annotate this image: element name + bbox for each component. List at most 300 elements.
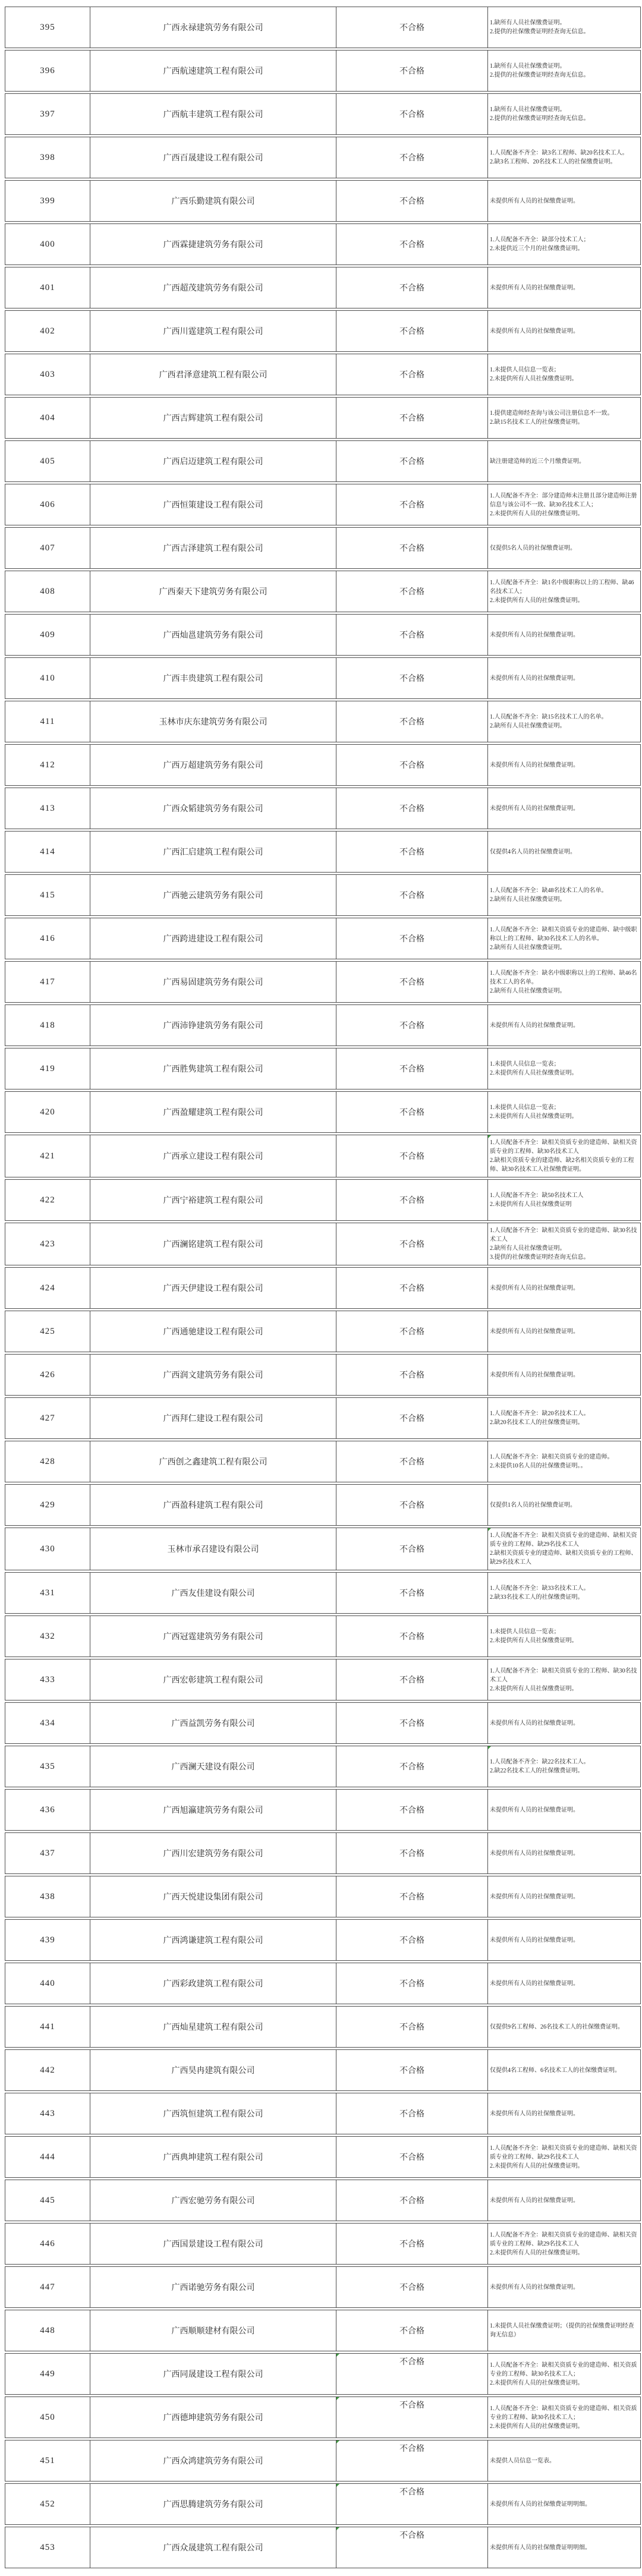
- result-cell: 不合格: [336, 831, 487, 873]
- result-cell: 不合格: [336, 1311, 487, 1352]
- row-number: 428: [5, 1441, 90, 1482]
- row-number: 399: [5, 180, 90, 222]
- reason-line: 1.人员配备不齐全：缺20名技术工人。: [490, 1410, 590, 1417]
- row-number: 448: [5, 2310, 90, 2351]
- company-name: 广西超茂建筑劳务有限公司: [90, 267, 336, 308]
- row-number: 416: [5, 918, 90, 959]
- company-name: 广西胜隽建筑工程有限公司: [90, 1048, 336, 1089]
- row-number: 431: [5, 1572, 90, 1614]
- table-row: [5, 50, 641, 92]
- row-number: 407: [5, 527, 90, 569]
- row-number: 450: [5, 2397, 90, 2438]
- reason-line: 1.缺所有人员社保缴费证明。: [490, 63, 566, 70]
- reason-cell: [487, 2266, 641, 2308]
- company-name: 广西筑恒建筑工程有限公司: [90, 2093, 336, 2134]
- company-name: 广西承立建设工程有限公司: [90, 1135, 336, 1177]
- table-row: [5, 701, 641, 742]
- reason-cell: [487, 2397, 641, 2438]
- reason-line: 1.人员配备不齐全：缺相关资质专业的建造师。: [490, 1454, 613, 1460]
- reason-cell: [487, 267, 641, 308]
- result-cell: 不合格: [336, 1179, 487, 1221]
- result-cell: 不合格: [336, 701, 487, 742]
- table-row: [5, 874, 641, 916]
- row-number: 444: [5, 2136, 90, 2178]
- reason-line: 仅提供5名人员的社保缴费证明。: [490, 544, 576, 552]
- result-cell: 不合格: [336, 1876, 487, 1917]
- company-name: 广西冠霆建筑劳务有限公司: [90, 1615, 336, 1657]
- result-cell: 不合格: [336, 1091, 487, 1133]
- result-cell: 不合格: [336, 918, 487, 959]
- row-number: 398: [5, 137, 90, 178]
- reason-cell: [487, 1354, 641, 1396]
- row-number: 411: [5, 701, 90, 742]
- reason-line: 仅提供9名工程师、26名技术工人的社保缴费证明。: [490, 2023, 624, 2030]
- reason-line: 1.人员配备不齐全：缺48名技术工人的名单。: [490, 887, 608, 894]
- company-name: 玉林市承召建设有限公司: [90, 1528, 336, 1570]
- row-number: 439: [5, 1919, 90, 1961]
- reason-cell: [487, 2310, 641, 2351]
- row-number: 409: [5, 614, 90, 656]
- table-row: [5, 310, 641, 352]
- reason-line: 未提供所有人员的社保缴费证明。: [490, 2284, 579, 2291]
- reason-cell: [487, 1484, 641, 1526]
- reason-cell: [487, 918, 641, 959]
- table-row: [5, 744, 641, 786]
- reason-line: 2.提供的社保缴费证明经查询无信息。: [490, 115, 590, 122]
- company-name: 广西丰贵建筑工程有限公司: [90, 657, 336, 699]
- table-row: [5, 2440, 641, 2481]
- table-row: [5, 2180, 641, 2221]
- reason-line: 1.缺所有人员社保缴费证明。: [490, 106, 566, 113]
- result-cell: 不合格: [336, 1919, 487, 1961]
- row-number: 415: [5, 874, 90, 916]
- company-name: 广西友佳建设有限公司: [90, 1572, 336, 1614]
- reason-line: 1.未提供人员信息一览表；: [490, 1061, 560, 1067]
- table-row: [5, 2136, 641, 2178]
- result-cell: 不合格: [336, 1484, 487, 1526]
- reason-cell: [487, 1789, 641, 1831]
- result-cell: 不合格: [336, 657, 487, 699]
- reason-line: 未提供所有人员的社保缴费证明。: [490, 675, 579, 682]
- excel-corner-mark: [336, 2484, 339, 2487]
- result-cell: 不合格: [336, 1659, 487, 1700]
- company-name: 广西澜铭建筑工程有限公司: [90, 1223, 336, 1265]
- company-name: 广西君泽意建筑工程有限公司: [90, 354, 336, 395]
- result-cell: 不合格: [336, 1397, 487, 1439]
- reason-line: 2.缺22名技术工人的社保缴费证明。: [490, 1768, 584, 1774]
- reason-line: 未提供所有人员的社保缴费证明。: [490, 1980, 579, 1987]
- reason-line: 仅提供4名工程师、6名技术工人的社保缴费证明。: [490, 2067, 621, 2074]
- reason-line: 2.缺所有人员社保缴费证明。: [490, 896, 566, 903]
- row-number: 442: [5, 2049, 90, 2091]
- reason-line: 未提供所有人员的社保缴费证明。: [490, 805, 579, 812]
- reason-cell: [487, 1267, 641, 1309]
- table-row: [5, 2266, 641, 2308]
- reason-cell: [487, 137, 641, 178]
- reason-line: 2.缺相关资质专业的建造师、缺2名相关资质专业的工程师、缺30名技术工人社保缴费证明。: [490, 1157, 634, 1173]
- table-row: [5, 1267, 641, 1309]
- reason-line: 未提供人员信息一览表。: [490, 2457, 555, 2464]
- result-cell: 不合格: [336, 2049, 487, 2091]
- result-cell: 不合格: [336, 440, 487, 482]
- company-name: 广西天悦建设集团有限公司: [90, 1876, 336, 1917]
- table-row: [5, 1572, 641, 1614]
- reason-line: 1.人员配备不齐全：缺相关资质专业的建造师、相关资质专业的工程师、缺30名技术工人；: [490, 2405, 637, 2421]
- reason-line: 1.未提供人员信息一览表；: [490, 1104, 560, 1111]
- reason-line: 1.人员配备不齐全：缺1名中级职称以上的工程师、缺46名技术工人；: [490, 579, 634, 595]
- reason-line: 未提供所有人员的社保缴费证明。: [490, 1284, 579, 1292]
- row-number: 403: [5, 354, 90, 395]
- excel-corner-mark: [336, 2527, 339, 2530]
- reason-cell: [487, 2440, 641, 2481]
- row-number: 447: [5, 2266, 90, 2308]
- row-number: 429: [5, 1484, 90, 1526]
- row-number: 417: [5, 961, 90, 1003]
- reason-cell: [487, 50, 641, 92]
- reason-cell: [487, 2093, 641, 2134]
- result-cell: 不合格: [336, 354, 487, 395]
- table-row: [5, 1832, 641, 1874]
- reason-cell: [487, 1311, 641, 1352]
- row-number: 412: [5, 744, 90, 786]
- row-number: 410: [5, 657, 90, 699]
- reason-line: 未提供所有人员的社保缴费证明。: [490, 631, 579, 638]
- result-cell: 不合格: [336, 2353, 487, 2395]
- reason-line: 未提供所有人员的社保缴费证明。: [490, 2197, 579, 2204]
- reason-cell: [487, 744, 641, 786]
- table-row: [5, 7, 641, 48]
- reason-cell: [487, 961, 641, 1003]
- company-name: 广西百晟建设工程有限公司: [90, 137, 336, 178]
- reason-cell: [487, 2006, 641, 2048]
- reason-cell: [487, 831, 641, 873]
- table-row: [5, 1441, 641, 1482]
- reason-line: 2.提供的社保缴费证明经查询无信息。: [490, 72, 590, 78]
- company-name: 广西彩政建筑工程有限公司: [90, 1963, 336, 2004]
- row-number: 402: [5, 310, 90, 352]
- row-number: 449: [5, 2353, 90, 2395]
- company-name: 广西盈耀建筑工程有限公司: [90, 1091, 336, 1133]
- result-cell: 不合格: [336, 310, 487, 352]
- reason-cell: [487, 1876, 641, 1917]
- row-number: 405: [5, 440, 90, 482]
- company-name: 广西吉泽建筑工程有限公司: [90, 527, 336, 569]
- table-row: [5, 440, 641, 482]
- company-name: 广西典坤建筑工程有限公司: [90, 2136, 336, 2178]
- row-number: 441: [5, 2006, 90, 2048]
- row-number: 423: [5, 1223, 90, 1265]
- reason-cell: [487, 1919, 641, 1961]
- reason-line: 2.未提供10名人员的社保缴费证明。。: [490, 1463, 587, 1469]
- result-cell: 不合格: [336, 1223, 487, 1265]
- row-number: 422: [5, 1179, 90, 1221]
- table-row: [5, 1048, 641, 1089]
- reason-cell: [487, 1179, 641, 1221]
- reason-line: 1.人员配备不齐全：部分建造师未注册且部分建造师注册信息与该公司不一致、缺30名技术工人；: [490, 492, 637, 508]
- result-cell: 不合格: [336, 7, 487, 48]
- reason-line: 2.未提供所有人员的社保缴费证明。: [490, 2249, 584, 2256]
- reason-cell: [487, 1963, 641, 2004]
- table-row: [5, 1528, 641, 1570]
- table-row: [5, 1091, 641, 1133]
- result-cell: 不合格: [336, 1789, 487, 1831]
- table-row: [5, 1135, 641, 1177]
- reason-line: 2.未提供所有人员的社保缴费证明。: [490, 2162, 584, 2169]
- reason-line: 2.缺相关资质专业的建造师、缺相关资质专业的工程师、缺29名技术工人: [490, 1550, 637, 1566]
- table-row: [5, 2049, 641, 2091]
- row-number: 420: [5, 1091, 90, 1133]
- reason-cell: [487, 2353, 641, 2395]
- table-row: [5, 1702, 641, 1744]
- table-row: [5, 397, 641, 439]
- table-row: [5, 2223, 641, 2265]
- table-row: [5, 2093, 641, 2134]
- company-name: 玉林市庆东建筑劳务有限公司: [90, 701, 336, 742]
- reason-cell: [487, 180, 641, 222]
- result-cell: 不合格: [336, 2397, 487, 2438]
- reason-line: 2.未提供所有人员社保缴费证明。: [490, 376, 578, 382]
- result-cell: 不合格: [336, 527, 487, 569]
- table-row: [5, 1876, 641, 1917]
- reason-line: 1.人员配备不齐全：缺相关资质专业的建造师、缺相关资质专业的工程师、缺30名技术工人: [490, 1139, 637, 1155]
- result-cell: 不合格: [336, 1441, 487, 1482]
- company-name: 广西昊冉建筑有限公司: [90, 2049, 336, 2091]
- table-row: [5, 2353, 641, 2395]
- reason-line: 2.未提供所有人员社保缴费证明。: [490, 1685, 578, 1692]
- reason-line: 1.人员配备不齐全：缺相关资质专业的建造师、缺相关资质专业的工程师、缺29名技术工人: [490, 1532, 637, 1548]
- company-name: 广西盈科建筑工程有限公司: [90, 1484, 336, 1526]
- company-name: 广西天伊建设工程有限公司: [90, 1267, 336, 1309]
- excel-corner-mark: [488, 1746, 491, 1749]
- results-table-body: [5, 7, 641, 2568]
- reason-cell: [487, 2180, 641, 2221]
- table-row: [5, 831, 641, 873]
- reason-line: 2.缺20名技术工人的社保缴费证明。: [490, 1419, 584, 1426]
- result-cell: 不合格: [336, 1832, 487, 1874]
- result-cell: 不合格: [336, 2483, 487, 2525]
- reason-cell: [487, 2049, 641, 2091]
- result-cell: 不合格: [336, 961, 487, 1003]
- company-name: 广西易固建筑劳务有限公司: [90, 961, 336, 1003]
- company-name: 广西润文建筑劳务有限公司: [90, 1354, 336, 1396]
- reason-line: 未提供所有人员的社保缴费证明。: [490, 284, 579, 291]
- reason-cell: [487, 1659, 641, 1700]
- reason-line: 仅提供1名人员的社保缴费证明。: [490, 1501, 576, 1509]
- reason-line: 未提供所有人员的社保缴费证明。: [490, 1893, 579, 1900]
- excel-corner-mark: [336, 2354, 339, 2357]
- result-cell: 不合格: [336, 484, 487, 525]
- table-row: [5, 2397, 641, 2438]
- company-name: 广西秦天下建筑劳务有限公司: [90, 571, 336, 612]
- reason-line: 未提供所有人员的社保缴费证明。: [490, 197, 579, 204]
- reason-cell: [487, 397, 641, 439]
- row-number: 446: [5, 2223, 90, 2265]
- row-number: 406: [5, 484, 90, 525]
- table-row: [5, 354, 641, 395]
- result-cell: 不合格: [336, 788, 487, 829]
- table-row: [5, 223, 641, 265]
- table-row: [5, 2310, 641, 2351]
- result-cell: 不合格: [336, 1004, 487, 1046]
- company-name: 广西川霆建筑工程有限公司: [90, 310, 336, 352]
- reason-cell: [487, 1572, 641, 1614]
- company-name: 广西永禄建筑劳务有限公司: [90, 7, 336, 48]
- result-cell: 不合格: [336, 1746, 487, 1787]
- reason-line: 1.人员配备不齐全：缺名中级职称以上的工程师、缺46名技术工人的名单。: [490, 969, 637, 985]
- result-cell: 不合格: [336, 2440, 487, 2481]
- reason-line: 1.人员配备不齐全：缺相关资质专业的建造师、缺30名技术工人: [490, 1227, 637, 1243]
- result-cell: 不合格: [336, 1702, 487, 1744]
- company-name: 广西宁裕建筑工程有限公司: [90, 1179, 336, 1221]
- result-cell: 不合格: [336, 137, 487, 178]
- table-row: [5, 1004, 641, 1046]
- reason-line: 1.人员配备不齐全：缺相关资质专业的建造师、缺中级职称以上的工程师、缺30名技术工人的名单。: [490, 926, 637, 942]
- table-row: [5, 1746, 641, 1787]
- reason-line: 2.未提供所有人员社保缴费证明: [490, 1201, 572, 1208]
- reason-line: 1.人员配备不齐全：缺相关资质专业的建造师、缺相关资质专业的工程师、缺29名技术工人: [490, 2144, 637, 2161]
- reason-line: 1.人员配备不齐全：缺相关资质专业的建造师、缺相关资质专业的工程师、缺29名技术工人: [490, 2231, 637, 2247]
- reason-line: 2.缺所有人员社保缴费证明。: [490, 1245, 566, 1252]
- result-cell: 不合格: [336, 571, 487, 612]
- row-number: 400: [5, 223, 90, 265]
- excel-corner-mark: [488, 1528, 491, 1531]
- table-row: [5, 484, 641, 525]
- row-number: 435: [5, 1746, 90, 1787]
- result-cell: 不合格: [336, 180, 487, 222]
- reason-cell: [487, 1004, 641, 1046]
- reason-cell: [487, 1832, 641, 1874]
- result-cell: 不合格: [336, 1267, 487, 1309]
- table-row: [5, 1179, 641, 1221]
- row-number: 436: [5, 1789, 90, 1831]
- reason-line: 2.未提供所有人员社保缴费证明。: [490, 1070, 578, 1076]
- row-number: 395: [5, 7, 90, 48]
- result-cell: 不合格: [336, 1615, 487, 1657]
- table-row: [5, 1484, 641, 1526]
- row-number: 396: [5, 50, 90, 92]
- result-cell: 不合格: [336, 874, 487, 916]
- table-row: [5, 527, 641, 569]
- company-name: 广西德坤建筑劳务有限公司: [90, 2397, 336, 2438]
- reason-line: 未提供所有人员的社保缴费证明。: [490, 761, 579, 769]
- reason-line: 2.缺15名技术工人的社保缴费证明。: [490, 419, 584, 426]
- company-name: 广西灿邕建筑劳务有限公司: [90, 614, 336, 656]
- reason-cell: [487, 93, 641, 135]
- reason-cell: [487, 310, 641, 352]
- company-name: 广西拜仁建设工程有限公司: [90, 1397, 336, 1439]
- reason-cell: [487, 484, 641, 525]
- result-cell: 不合格: [336, 2310, 487, 2351]
- row-number: 401: [5, 267, 90, 308]
- reason-cell: [487, 1441, 641, 1482]
- reason-line: 缺注册建造师的近三个月缴费证明。: [490, 458, 585, 465]
- row-number: 425: [5, 1311, 90, 1352]
- reason-line: 2.缺3名工程师、20名技术工人的社保缴费证明。: [490, 159, 616, 165]
- table-row: [5, 180, 641, 222]
- reason-line: 1.人员配备不齐全：缺3名工程师、缺20名技术工人。: [490, 150, 628, 156]
- result-cell: 不合格: [336, 2136, 487, 2178]
- row-number: 437: [5, 1832, 90, 1874]
- company-name: 广西驰云建筑劳务有限公司: [90, 874, 336, 916]
- company-name: 广西灿星建筑工程有限公司: [90, 2006, 336, 2048]
- company-name: 广西通驰建设工程有限公司: [90, 1311, 336, 1352]
- company-name: 广西思腾建筑劳务有限公司: [90, 2483, 336, 2525]
- reason-line: 未提供所有人员的社保缴费证明。: [490, 1328, 579, 1335]
- row-number: 430: [5, 1528, 90, 1570]
- result-cell: 不合格: [336, 744, 487, 786]
- company-name: 广西宏彰建筑工程有限公司: [90, 1659, 336, 1700]
- table-row: [5, 1615, 641, 1657]
- reason-cell: [487, 1615, 641, 1657]
- row-number: 443: [5, 2093, 90, 2134]
- result-cell: 不合格: [336, 1354, 487, 1396]
- result-cell: 不合格: [336, 2180, 487, 2221]
- result-cell: 不合格: [336, 397, 487, 439]
- reason-cell: [487, 223, 641, 265]
- reason-line: 2.提供的社保缴费证明经查询无信息。: [490, 29, 590, 35]
- reason-line: 2.未提供所有人员社保缴费证明。: [490, 1637, 578, 1644]
- row-number: 445: [5, 2180, 90, 2221]
- reason-line: 2.未提供所有人员的社保缴费证明。: [490, 2423, 584, 2430]
- row-number: 421: [5, 1135, 90, 1177]
- table-row: [5, 918, 641, 959]
- reason-line: 未提供所有人员的社保缴费证明。: [490, 1936, 579, 1944]
- result-cell: 不合格: [336, 1048, 487, 1089]
- reason-cell: [487, 354, 641, 395]
- result-cell: 不合格: [336, 2223, 487, 2265]
- reason-cell: [487, 1048, 641, 1089]
- reason-line: 2.未提供所有人员的社保缴费证明。: [490, 510, 584, 517]
- row-number: 424: [5, 1267, 90, 1309]
- reason-line: 2.缺所有人员社保缴费证明。: [490, 944, 566, 951]
- company-name: 广西霖捷建筑劳务有限公司: [90, 223, 336, 265]
- result-cell: 不合格: [336, 50, 487, 92]
- reason-line: 1.未提供人员社保缴费证明；（提供的社保缴费证明经查询无信息）: [490, 2323, 634, 2338]
- result-cell: 不合格: [336, 1528, 487, 1570]
- reason-cell: [487, 1528, 641, 1570]
- row-number: 452: [5, 2483, 90, 2525]
- company-name: 广西启迈建筑工程有限公司: [90, 440, 336, 482]
- row-number: 453: [5, 2527, 90, 2568]
- result-cell: 不合格: [336, 2006, 487, 2048]
- reason-line: 未提供所有人员的社保缴费证明明细。: [490, 2501, 591, 2508]
- row-number: 413: [5, 788, 90, 829]
- reason-line: 未提供所有人员的社保缴费证明。: [490, 2110, 579, 2117]
- reason-cell: [487, 7, 641, 48]
- excel-corner-mark: [336, 2397, 339, 2400]
- company-name: 广西益凯劳务有限公司: [90, 1702, 336, 1744]
- row-number: 433: [5, 1659, 90, 1700]
- reason-cell: [487, 1135, 641, 1177]
- company-name: 广西国景建设工程有限公司: [90, 2223, 336, 2265]
- reason-line: 未提供所有人员的社保缴费证明。: [490, 1850, 579, 1857]
- reason-line: 2.缺33名技术工人的社保缴费证明。: [490, 1594, 584, 1601]
- table-row: [5, 1659, 641, 1700]
- excel-corner-mark: [336, 2440, 339, 2443]
- reason-line: 2.缺所有人员社保缴费证明。: [490, 987, 566, 994]
- company-name: 广西航丰建筑工程有限公司: [90, 93, 336, 135]
- company-name: 广西同晟建设工程有限公司: [90, 2353, 336, 2395]
- reason-cell: [487, 2223, 641, 2265]
- reason-line: 未提供所有人员的社保缴费证明。: [490, 1806, 579, 1813]
- reason-line: 3.提供的社保缴费证明经查询无信息。: [490, 1254, 590, 1261]
- company-name: 广西恒策建设工程有限公司: [90, 484, 336, 525]
- reason-line: 未提供所有人员的社保缴费证明。: [490, 1371, 579, 1378]
- reason-line: 2.缺所有人员社保缴费证明。: [490, 723, 566, 729]
- reason-cell: [487, 2527, 641, 2568]
- table-row: [5, 1963, 641, 2004]
- company-name: 广西宏驰劳务有限公司: [90, 2180, 336, 2221]
